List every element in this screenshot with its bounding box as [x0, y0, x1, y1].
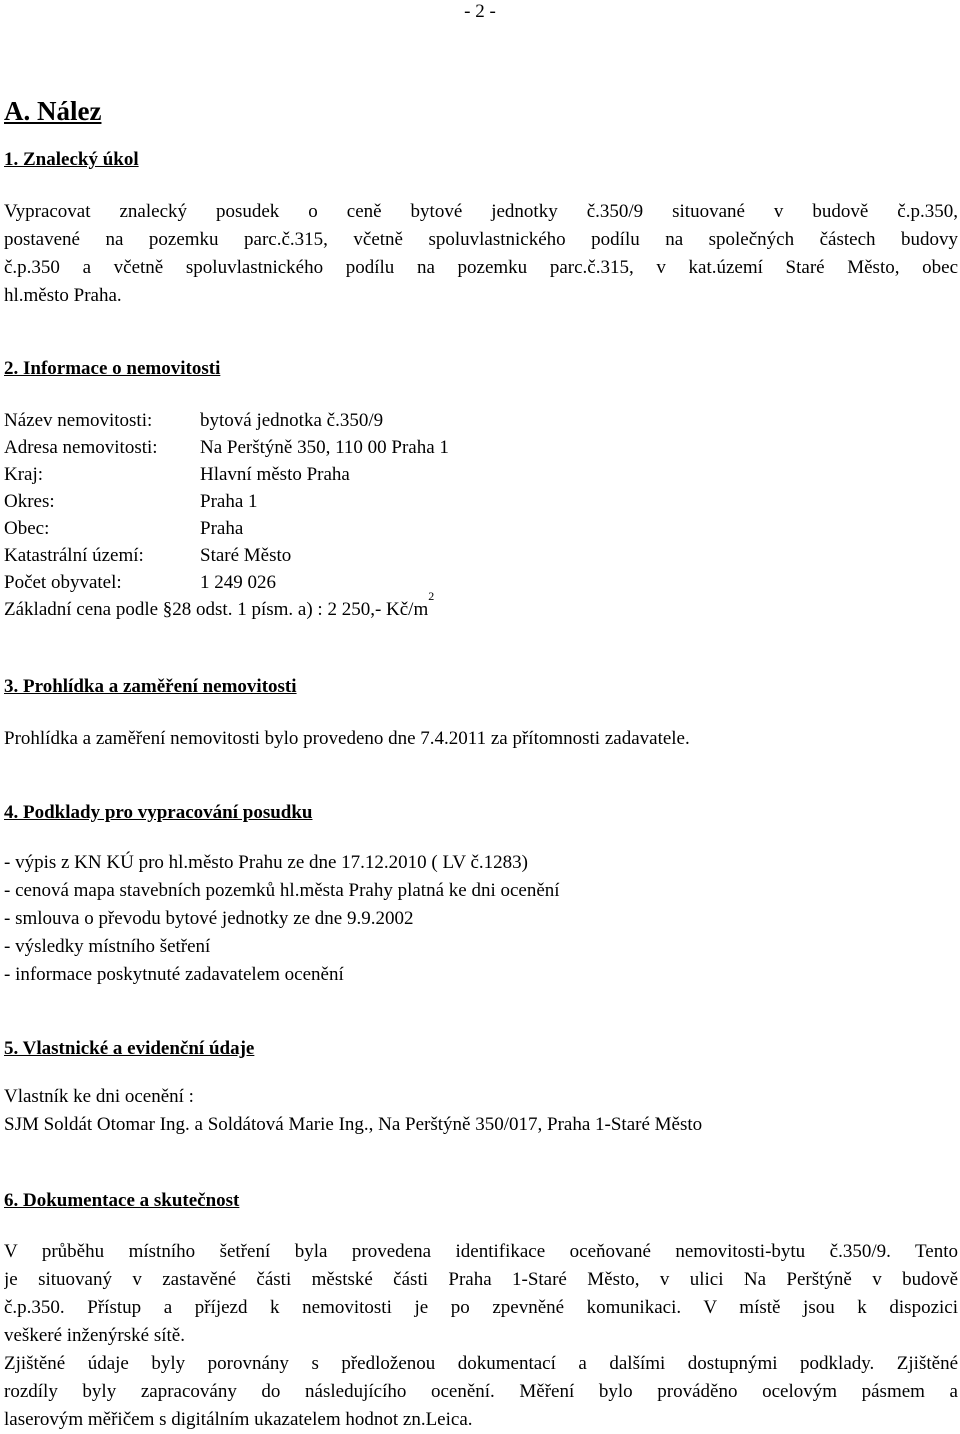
property-info-row: [4, 434, 958, 461]
list-item: - výpis z KN KÚ pro hl.město Prahu ze dne 17.12.2010 ( LV č.1283): [4, 852, 529, 873]
property-info-value: Staré Město: [200, 545, 292, 566]
property-info-value: Praha: [200, 518, 244, 539]
owner-label: Vlastník ke dni ocenění :: [4, 1086, 194, 1107]
property-info-label: Kraj:: [4, 464, 44, 485]
section-1-line: č.p.350 a včetně spoluvlastnického podílu na pozemku parc.č.315, v kat.území Staré Město, obec: [4, 257, 958, 278]
property-info-label: Okres:: [4, 491, 55, 512]
property-info-label: Adresa nemovitosti:: [4, 437, 158, 458]
section-6-line: č.p.350. Přístup a příjezd k nemovitosti je po zpevněné komunikaci. V místě jsou k dispozici: [4, 1297, 958, 1318]
owner-info: [4, 1083, 958, 1139]
property-info-value: 1 249 026: [200, 572, 276, 593]
property-info-row: [4, 542, 958, 569]
section-1-line: postavené na pozemku parc.č.315, včetně spoluvlastnického podílu na společných částech budovy: [4, 229, 958, 250]
page-number: - 2 -: [464, 1, 496, 22]
sources-list: [4, 849, 958, 989]
property-info-label: Obec:: [4, 518, 50, 539]
property-info-row: [4, 569, 958, 596]
property-info-value: bytová jednotka č.350/9: [200, 410, 384, 431]
section-6-line: Zjištěné údaje byly porovnány s předloženou dokumentací a dalšími dostupnými podklady. Zjištěné: [4, 1353, 958, 1374]
property-info-label: Název nemovitosti:: [4, 410, 153, 431]
list-item: - smlouva o převodu bytové jednotky ze dne 9.9.2002: [4, 908, 414, 929]
list-item: - výsledky místního šetření: [4, 936, 211, 957]
section-6-line: je situovaný v zastavěné části městské části Praha 1-Staré Město, v ulici Na Perštýně v budově: [4, 1269, 958, 1290]
property-info-row: [4, 461, 958, 488]
section-6-line: veškeré inženýrské sítě.: [4, 1325, 185, 1346]
base-price-superscript: 2: [428, 589, 435, 603]
list-item: - cenová mapa stavebních pozemků hl.města Prahy platná ke dni ocenění: [4, 880, 560, 901]
section-3-text: Prohlídka a zaměření nemovitosti bylo provedeno dne 7.4.2011 za přítomnosti zadavatele.: [4, 728, 690, 749]
section-1-line: hl.město Praha.: [4, 285, 122, 306]
section-3-heading: 3. Prohlídka a zaměření nemovitosti: [4, 676, 297, 697]
section-1-text: [4, 198, 958, 310]
list-item: - informace poskytnuté zadavatelem ocenění: [4, 964, 344, 985]
property-info-value: Hlavní město Praha: [200, 464, 350, 485]
document-title: A. Nález: [4, 96, 102, 126]
section-1-heading: 1. Znalecký úkol: [4, 149, 139, 170]
property-info-label: Počet obyvatel:: [4, 572, 122, 593]
base-price-row: [4, 589, 958, 623]
base-price-text: Základní cena podle §28 odst. 1 písm. a) : 2 250,- Kč/m: [4, 599, 429, 620]
property-info-table: [4, 407, 958, 623]
section-6-line: rozdíly byly zapracovány do následujícího ocenění. Měření bylo prováděno ocelovým pásmem a: [4, 1381, 958, 1402]
section-6-line: V průběhu místního šetření byla provedena identifikace oceňované nemovitosti-bytu č.350/9. Tento: [4, 1241, 958, 1262]
section-5-heading: 5. Vlastnické a evidenční údaje: [4, 1038, 255, 1059]
section-6-text: [4, 1238, 958, 1434]
property-info-value: Praha 1: [200, 491, 258, 512]
property-info-value: Na Perštýně 350, 110 00 Praha 1: [200, 437, 449, 458]
owner-value: SJM Soldát Otomar Ing. a Soldátová Marie Ing., Na Perštýně 350/017, Praha 1-Staré Město: [4, 1114, 703, 1135]
property-info-row: [4, 488, 958, 515]
section-2-heading: 2. Informace o nemovitosti: [4, 358, 221, 379]
property-info-label: Katastrální území:: [4, 545, 144, 566]
section-6-heading: 6. Dokumentace a skutečnost: [4, 1190, 240, 1211]
section-4-heading: 4. Podklady pro vypracování posudku: [4, 802, 313, 823]
section-6-line: laserovým měřičem s digitálním ukazatelem hodnot zn.Leica.: [4, 1409, 473, 1430]
property-info-row: [4, 407, 958, 434]
section-1-line: Vypracovat znalecký posudek o ceně bytové jednotky č.350/9 situované v budově č.p.350,: [4, 201, 958, 222]
property-info-row: [4, 515, 958, 542]
